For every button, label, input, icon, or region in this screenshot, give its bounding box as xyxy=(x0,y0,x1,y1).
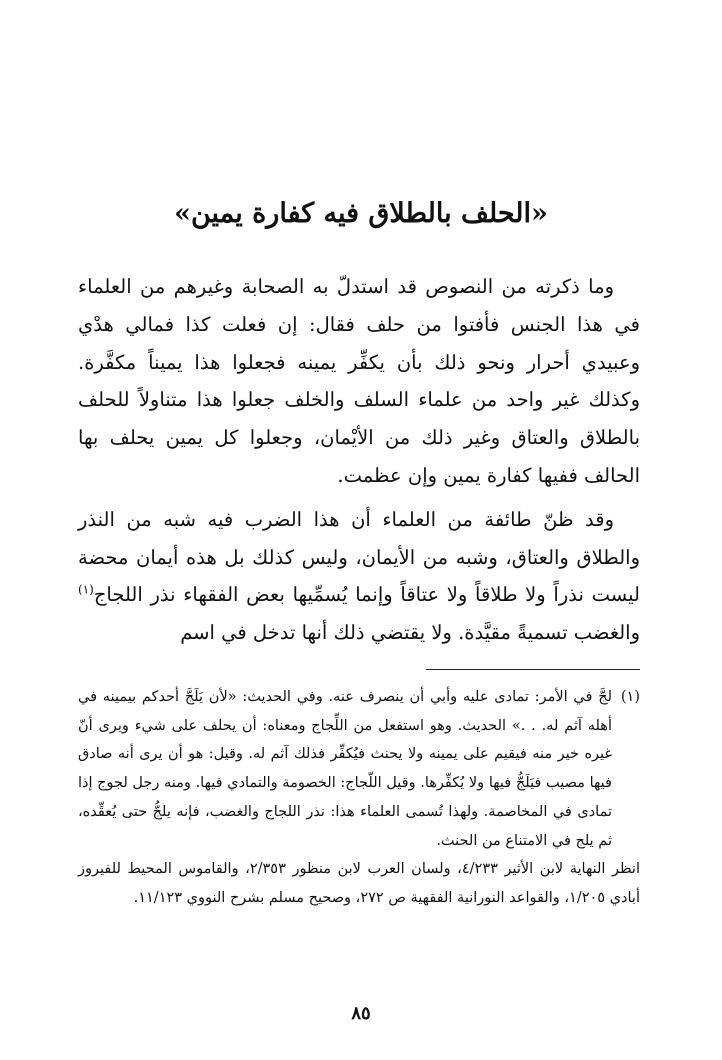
main-text xyxy=(78,268,640,652)
chapter-title: «الحلف بالطلاق فيه كفارة يمين» xyxy=(174,198,548,229)
footnote-separator xyxy=(426,669,640,670)
paragraph-2-text-after: والغضب تسميةً مقيَّدة. ولا يقتضي ذلك أنها تدخل في اسم xyxy=(180,621,640,645)
footnote-body xyxy=(78,683,640,855)
page-number: ٨٥ xyxy=(351,1003,371,1024)
paragraph-1: وما ذكرته من النصوص قد استدلّ به الصحابة وغيرهم من العلماء في هذا الجنس فأفتوا من حلف فقال: إن فعلت كذا فمالي هدْي وعبيدي أحرار ونحو ذلك بأن يكفِّر يمينه فجعلوا هذا يميناً مكفَّرة. وكذلك غير واحد من علماء السلف والخلف جعلوا هذا متناولاً للحلف بالطلاق والعتاق وغير ذلك من الأيْمان، وجعلوا كل يمين يحلف بها الحالف ففيها كفارة يمين وإن عظمت. xyxy=(78,275,640,487)
footnote-text: لجَّ في الأمر: تمادى عليه وأبي أن ينصرف عنه. وفي الحديث: «لأن يَلَجَّ أحدكم بيمينه في أهله آثم له. . .» الحديث. وهو استفعل من اللِّجاج ومعناه: أن يحلف على شيء ويرى أنّ غيره خير منه فيقيم على يمينه ولا يحنث فيُكفِّر فذلك آثم له. وقيل: هو أن يرى أنه صادق فيها مصيب فيَلَجُّ فيها ولا يُكفِّرها. وقيل اللّجاج: الخصومة والتمادي فيها. ومنه رجل لجوج إذا تمادى في المخاصمة. ولهذا تُسمى العلماء هذا: نذر اللجاج والغضب، فإنه يلجُّ حتى يُعقِّده، ثم يلج في الامتناع من الحنث. xyxy=(78,689,612,849)
footnote xyxy=(78,683,640,913)
paragraph-2-text-before: وقد ظنّ طائفة من العلماء أن هذا الضرب فيه شبه من النذر والطلاق والعتاق، وشبه من الأيمان، وليس كذلك بل هذه أيمان محضة ليست نذراً ولا طلاقاً ولا عتاقاً وإنما يُسمِّيها بعض الفقهاء نذر اللجاج xyxy=(78,507,640,607)
footnote-reference: (١) xyxy=(78,582,94,597)
paragraph-2 xyxy=(78,501,640,652)
footnote-sources: انظر النهاية لابن الأثير ٤/٢٣٣، ولسان العرب لابن منظور ٢/٣٥٣، والقاموس المحيط للفيروز أبادي ١/٢٠٥، والقواعد النورانية الفقهية ص ٢٧٢، وصحيح مسلم بشرح النووي ١١/١٢٣. xyxy=(78,861,640,906)
footnote-number: (١) xyxy=(620,689,640,705)
